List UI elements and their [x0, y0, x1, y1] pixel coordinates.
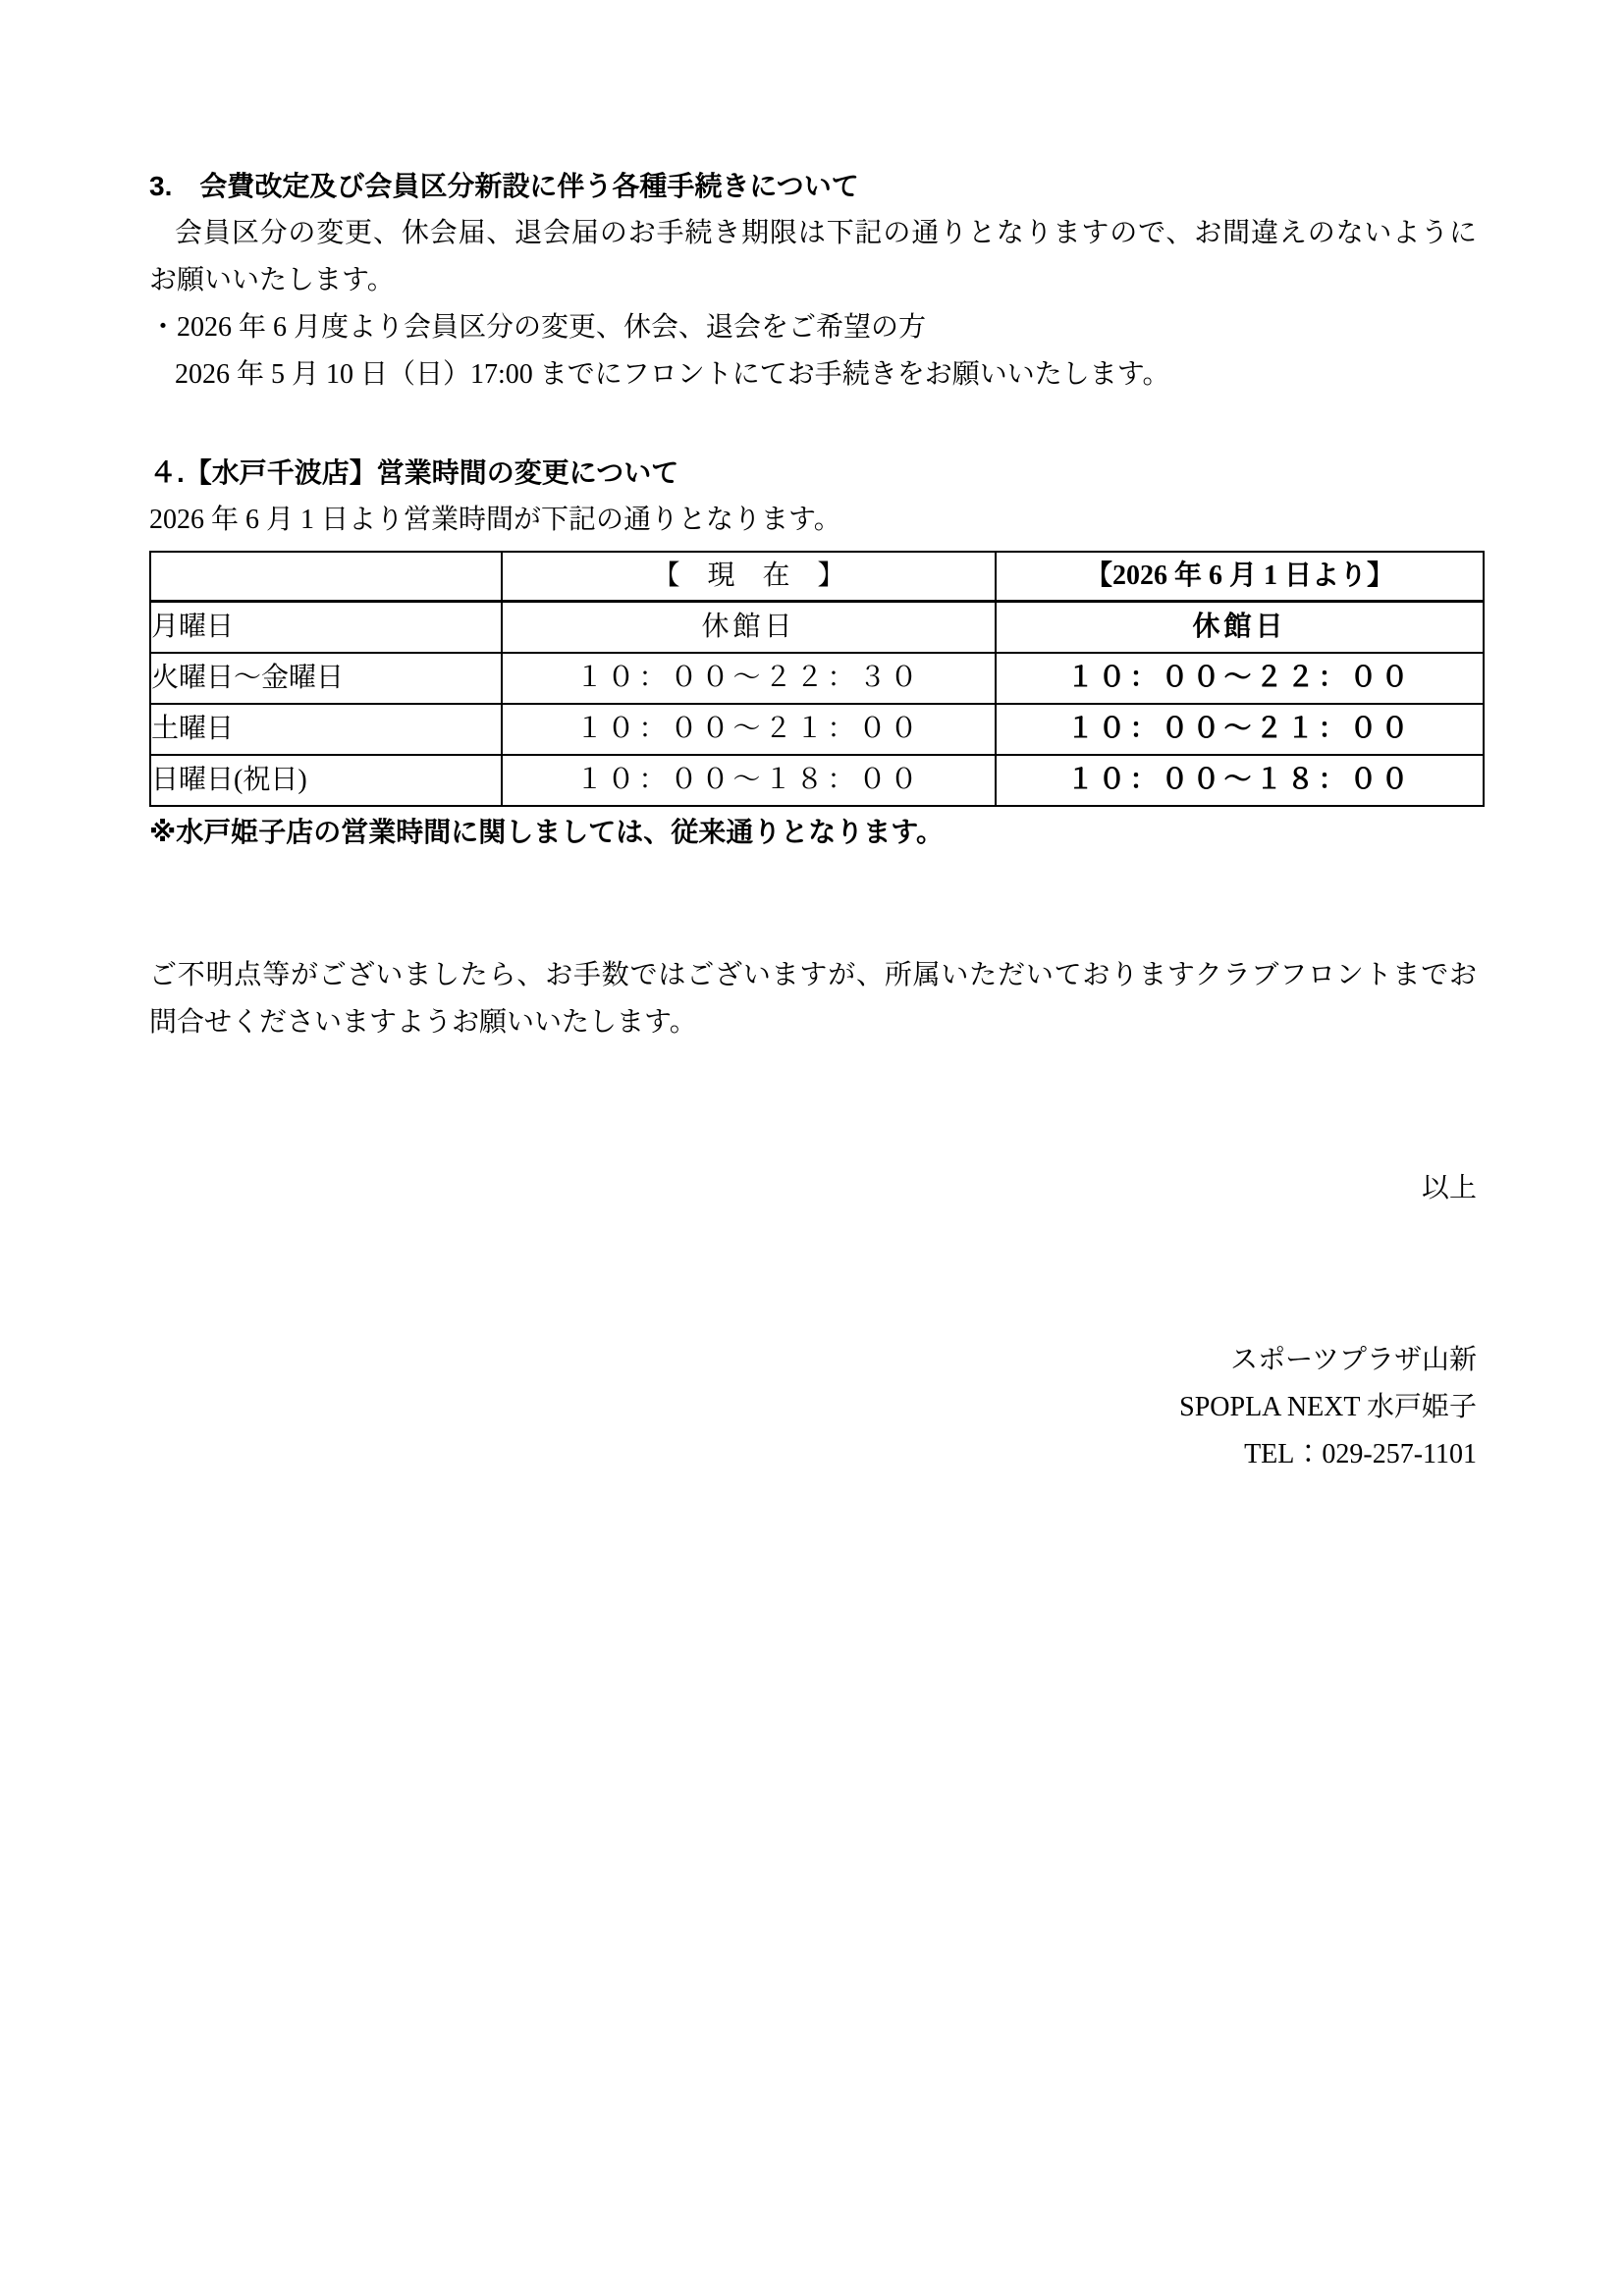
table-header-row [150, 552, 1484, 602]
header-new-cell: 【2026 年 6 月 1 日より】 [996, 552, 1484, 602]
table-row-tue-fri [150, 653, 1484, 704]
day-cell: 土曜日 [150, 704, 502, 755]
sign-off: 以上 [1421, 1173, 1477, 1203]
day-cell: 火曜日～金曜日 [150, 653, 502, 704]
current-hours-cell: 休館日 [502, 602, 996, 654]
current-hours-cell: １０：００～１８：００ [502, 755, 996, 806]
signature-phone: TEL：029-257-1101 [1244, 1439, 1477, 1469]
signature-club: SPOPLA NEXT 水戸姫子 [1179, 1392, 1477, 1422]
header-current-cell: 【 現 在 】 [502, 552, 996, 602]
header-day-cell [150, 552, 502, 602]
section4-heading: ４.【水戸千波店】営業時間の変更について [149, 457, 679, 488]
closing-paragraph [149, 952, 1477, 1046]
new-hours-cell: １０：００～２１：００ [996, 704, 1484, 755]
day-cell: 日曜日(祝日) [150, 755, 502, 806]
table-row-saturday [150, 704, 1484, 755]
section3-body-line1: 会員区分の変更、休会届、退会届のお手続き期限は下記の通りとなりますので、お間違えのないように [175, 218, 1477, 248]
table-row-sunday-holiday [150, 755, 1484, 806]
signature-company: スポーツプラザ山新 [1230, 1345, 1477, 1375]
store-hours-note: ※水戸姫子店の営業時間に関しましては、従来通りとなります。 [149, 817, 944, 847]
schedule-table [149, 551, 1485, 807]
closing-line2: 問合せくださいますようお願いいたします。 [149, 1007, 697, 1038]
table-row-monday [150, 602, 1484, 654]
section3-bullet: ・2026 年 6 月度より会員区分の変更、休会、退会をご希望の方 [149, 312, 927, 343]
current-hours-cell: １０：００～２２：３０ [502, 653, 996, 704]
section4-intro: 2026 年 6 月 1 日より営業時間が下記の通りとなります。 [149, 505, 841, 535]
section3-bullet-detail: 2026 年 5 月 10 日（日）17:00 までにフロントにてお手続きをお願いいたします。 [175, 359, 1170, 390]
new-hours-cell: １０：００～１８：００ [996, 755, 1484, 806]
new-hours-cell: １０：００～２２：００ [996, 653, 1484, 704]
closing-line1: ご不明点等がございましたら、お手数ではございますが、所属いただいておりますクラブフロントまでお [149, 960, 1477, 990]
section3-body-line2: お願いいたします。 [149, 265, 395, 295]
section3-heading: 3. 会費改定及び会員区分新設に伴う各種手続きについて [149, 171, 859, 201]
day-cell: 月曜日 [150, 602, 502, 654]
current-hours-cell: １０：００～２１：００ [502, 704, 996, 755]
new-hours-cell: 休館日 [996, 602, 1484, 654]
signature-block [149, 1337, 1477, 1478]
